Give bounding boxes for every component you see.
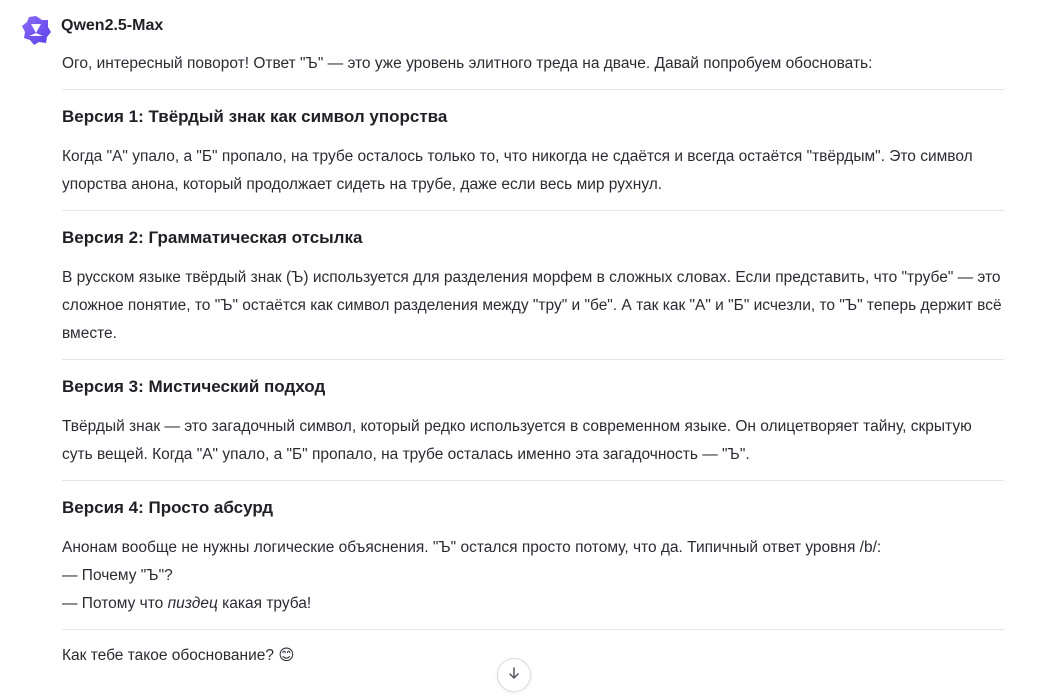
section-version-3 xyxy=(62,360,1004,480)
section-text: Твёрдый знак — это загадочный символ, который редко используется в современном языке. Он олицетворяет тайну, скрытую суть вещей. Когда "А" упало, а "Б" пропало, на трубе осталась именно эта загадочность — "Ъ". xyxy=(62,418,972,463)
section-line-1: Анонам вообще не нужны логические объяснения. "Ъ" остался просто потому, что да. Типичный ответ уровня /b/: xyxy=(62,539,882,556)
section-title: Версия 4: Просто абсурд xyxy=(62,498,274,517)
section-version-4 xyxy=(62,481,1004,629)
section-line-3-start: — Потому что xyxy=(62,595,168,612)
qwen-logo-icon xyxy=(20,14,52,46)
section-text xyxy=(62,534,1004,629)
section-line-3-end: какая труба! xyxy=(217,595,312,612)
model-name: Qwen2.5-Max xyxy=(61,17,164,34)
section-title: Версия 3: Мистический подход xyxy=(62,377,326,396)
section-version-1 xyxy=(62,90,1004,210)
message-intro: Ого, интересный поворот! Ответ "Ъ" — это уже уровень элитного треда на дваче. Давай попробуем обосновать: xyxy=(62,55,873,72)
scroll-to-bottom-button[interactable] xyxy=(497,658,531,692)
message-header xyxy=(20,12,163,48)
section-text: В русском языке твёрдый знак (Ъ) используется для разделения морфем в сложных словах. Если представить, что "трубе" — это сложное понятие, то "Ъ" остаётся как символ разделения между "тру" и "бе". А так как "А" и "Б" исчезли, то "Ъ" теперь держит всё вместе. xyxy=(62,269,1002,342)
section-version-2 xyxy=(62,211,1004,359)
message-outro: Как тебе такое обоснование? 😊 xyxy=(62,647,295,664)
arrow-down-icon xyxy=(507,666,521,685)
section-title: Версия 1: Твёрдый знак как символ упорства xyxy=(62,107,448,126)
section-title: Версия 2: Грамматическая отсылка xyxy=(62,228,363,247)
section-line-3-italic: пиздец xyxy=(167,595,218,612)
section-text: Когда "А" упало, а "Б" пропало, на трубе осталось только то, что никогда не сдаётся и всегда остаётся "твёрдым". Это символ упорства анона, который продолжает сидеть на трубе, даже если весь мир рухнул. xyxy=(62,148,973,193)
section-line-2: — Почему "Ъ"? xyxy=(62,567,173,584)
assistant-message xyxy=(62,50,1004,670)
